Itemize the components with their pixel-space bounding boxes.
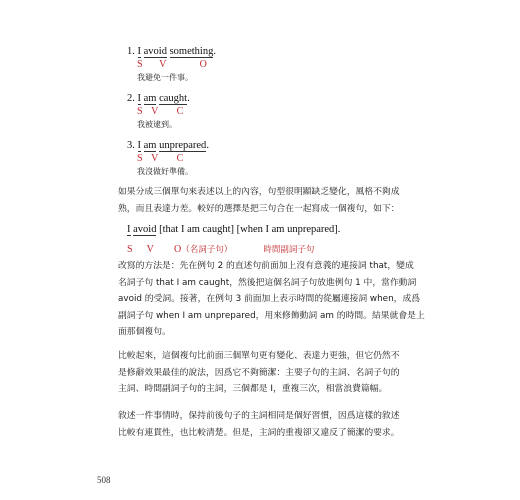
verb-word: am <box>143 140 157 151</box>
example-2-sentence: 2. I am caught. <box>127 93 190 104</box>
example-3-translation: 我沒做好準備。 <box>137 167 193 176</box>
complement-word: unprepared <box>159 140 207 151</box>
verb-word: avoid <box>143 46 167 57</box>
complement-word: caught <box>159 93 188 104</box>
subject-word: I <box>137 46 141 57</box>
example-2-translation: 我被逮到。 <box>137 120 177 129</box>
combined-labels: S V O（名詞子句） 時間副詞子句 <box>127 244 315 255</box>
example-1-labels: S V O <box>137 59 207 70</box>
verb-word: am <box>143 93 157 104</box>
verb-word: avoid <box>133 224 157 235</box>
example-1-translation: 我避免一件事。 <box>137 73 193 82</box>
example-2-labels: S V C <box>137 106 184 117</box>
example-3-labels: S V C <box>137 153 184 164</box>
example-number: 2. <box>127 93 135 104</box>
paragraph-3: 比較起來，這個複句比前面三個單句更有變化、表達力更強，但它仍然不 是修辭效果最佳的說法，因爲它不夠簡潔：主要子句的主詞、名詞子句的 主詞、時間副詞子句的主詞，三個都是 I，重複三次，相當浪費篇幅。 <box>118 351 400 394</box>
clauses: [that I am caught] [when I am unprepared]. <box>159 224 341 235</box>
subject-word: I <box>137 93 141 104</box>
subject-word: I <box>137 140 141 151</box>
subject-word: I <box>127 224 131 235</box>
example-number: 3. <box>127 140 135 151</box>
combined-sentence <box>127 224 340 235</box>
paragraph-1: 如果分成三個單句來表述以上的內容，句型很明顯缺乏變化，風格不夠成 熟，而且表達力差。較好的選擇是把三句合在一起寫成一個複句，如下： <box>118 187 400 214</box>
paragraph-2: 改寫的方法是：先在例句 2 的直述句前面加上沒有意義的連接詞 that，變成 名詞子句 that I am caught，然後把這個名詞子句放進例句 1 中，當作動詞 avoid 的受詞。接著，在例句 3 前面加上表示時間的從屬連接詞 when，成爲 副詞子句 when I am unprepared，用來修飾動詞 am 的時間。結果就會是上 面那個複句。 <box>118 261 425 337</box>
example-1-sentence: 1. I avoid something. <box>127 46 216 57</box>
example-number: 1. <box>127 46 135 57</box>
noun-clause-label: （名詞子句） <box>181 245 233 255</box>
object-word: something <box>169 46 214 57</box>
paragraph-4: 敘述一件事情時，保持前後句子的主詞相同是個好習慣，因爲這樣的敘述 比較有連貫性，也比較清楚。但是，主詞的重複卻又違反了簡潔的要求。 <box>118 411 400 438</box>
example-3-sentence: 3. I am unprepared. <box>127 140 209 151</box>
time-clause-label: 時間副詞子句 <box>263 245 315 255</box>
page-number: 508 <box>97 475 111 485</box>
